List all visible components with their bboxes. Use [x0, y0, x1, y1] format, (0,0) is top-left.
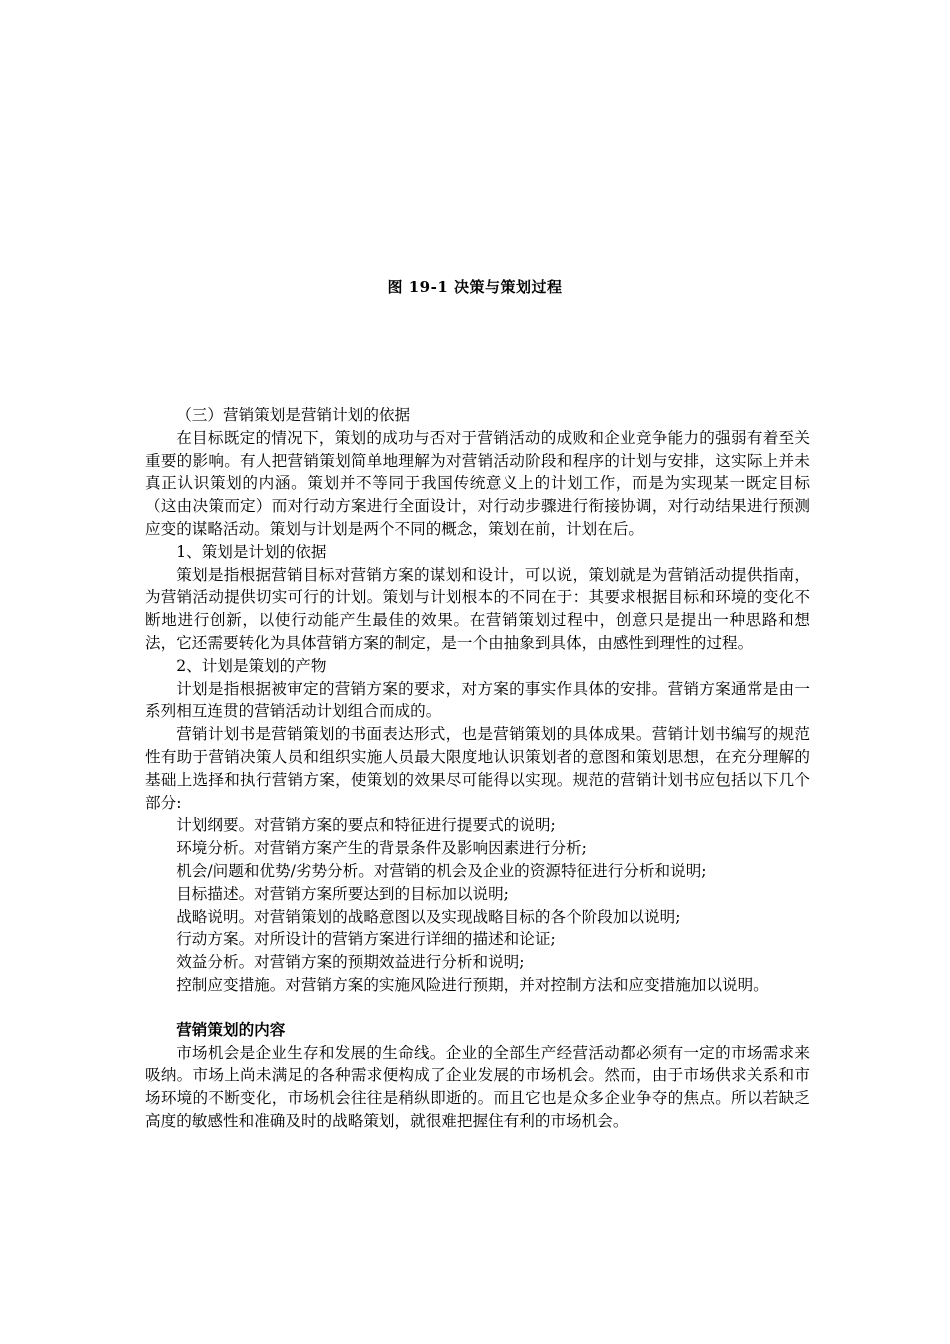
paragraph: 营销计划书是营销策划的书面表达形式，也是营销策划的具体成果。营销计划书编写的规范性有助于营销决策人员和组织实施人员最大限度地认识策划者的意图和策划思想，在充分理解的基础上选择和执行营销方案，使策划的效果尽可能得以实现。规范的营销计划书应包括以下几个部分:	[145, 725, 810, 812]
plan-item: 控制应变措施。对营销方案的实施风险进行预期，并对控制方法和应变措施加以说明。	[176, 975, 769, 994]
plan-item: 效益分析。对营销方案的预期效益进行分析和说明;	[176, 953, 525, 972]
plan-item: 计划纲要。对营销方案的要点和特征进行提要式的说明;	[176, 816, 556, 835]
body-text	[145, 404, 810, 1133]
section-heading-2: 营销策划的内容	[176, 1020, 286, 1039]
plan-item: 目标描述。对营销方案所要达到的目标加以说明;	[176, 884, 509, 903]
figure-caption: 图 19-1 决策与策划过程	[387, 278, 563, 296]
paragraph: 计划是指根据被审定的营销方案的要求，对方案的事实作具体的安排。营销方案通常是由一系列相互连贯的营销活动计划组合而成的。	[145, 679, 810, 721]
paragraph: 在目标既定的情况下，策划的成功与否对于营销活动的成败和企业竞争能力的强弱有着至关重要的影响。有人把营销策划简单地理解为对营销活动阶段和程序的计划与安排，这实际上并未真正认识策划的内涵。策划并不等同于我国传统意义上的计划工作，而是为实现某一既定目标（这由决策而定）而对行动方案进行全面设计，对行动步骤进行衔接协调，对行动结果进行预测应变的谋略活动。策划与计划是两个不同的概念，策划在前，计划在后。	[145, 428, 810, 538]
paragraph: 市场机会是企业生存和发展的生命线。企业的全部生产经营活动都必须有一定的市场需求来吸纳。市场上尚未满足的各种需求便构成了企业发展的市场机会。然而，由于市场供求关系和市场环境的不断变化，市场机会往往是稍纵即逝的。而且它也是众多企业争夺的焦点。所以若缺乏高度的敏感性和准确及时的战略策划，就很难把握住有利的市场机会。	[145, 1043, 810, 1130]
subheading-2: 2、计划是策划的产物	[176, 656, 327, 675]
section-heading: （三）营销策划是营销计划的依据	[176, 406, 411, 424]
spacer	[145, 997, 810, 1019]
paragraph: 策划是指根据营销目标对营销方案的谋划和设计，可以说，策划就是为营销活动提供指南，为营销活动提供切实可行的计划。策划与计划根本的不同在于：其要求根据目标和环境的变化不断地进行创新，以使行动能产生最佳的效果。在营销策划过程中，创意只是提出一种思路和想法，它还需要转化为具体营销方案的制定，是一个由抽象到具体，由感性到理性的过程。	[145, 565, 810, 652]
plan-item: 机会/问题和优势/劣势分析。对营销的机会及企业的资源特征进行分析和说明;	[176, 861, 707, 880]
plan-item: 环境分析。对营销方案产生的背景条件及影响因素进行分析;	[176, 839, 587, 858]
plan-item: 行动方案。对所设计的营销方案进行详细的描述和论证;	[176, 930, 556, 949]
plan-item: 战略说明。对营销策划的战略意图以及实现战略目标的各个阶段加以说明;	[176, 907, 681, 926]
subheading-1: 1、策划是计划的依据	[176, 542, 327, 561]
